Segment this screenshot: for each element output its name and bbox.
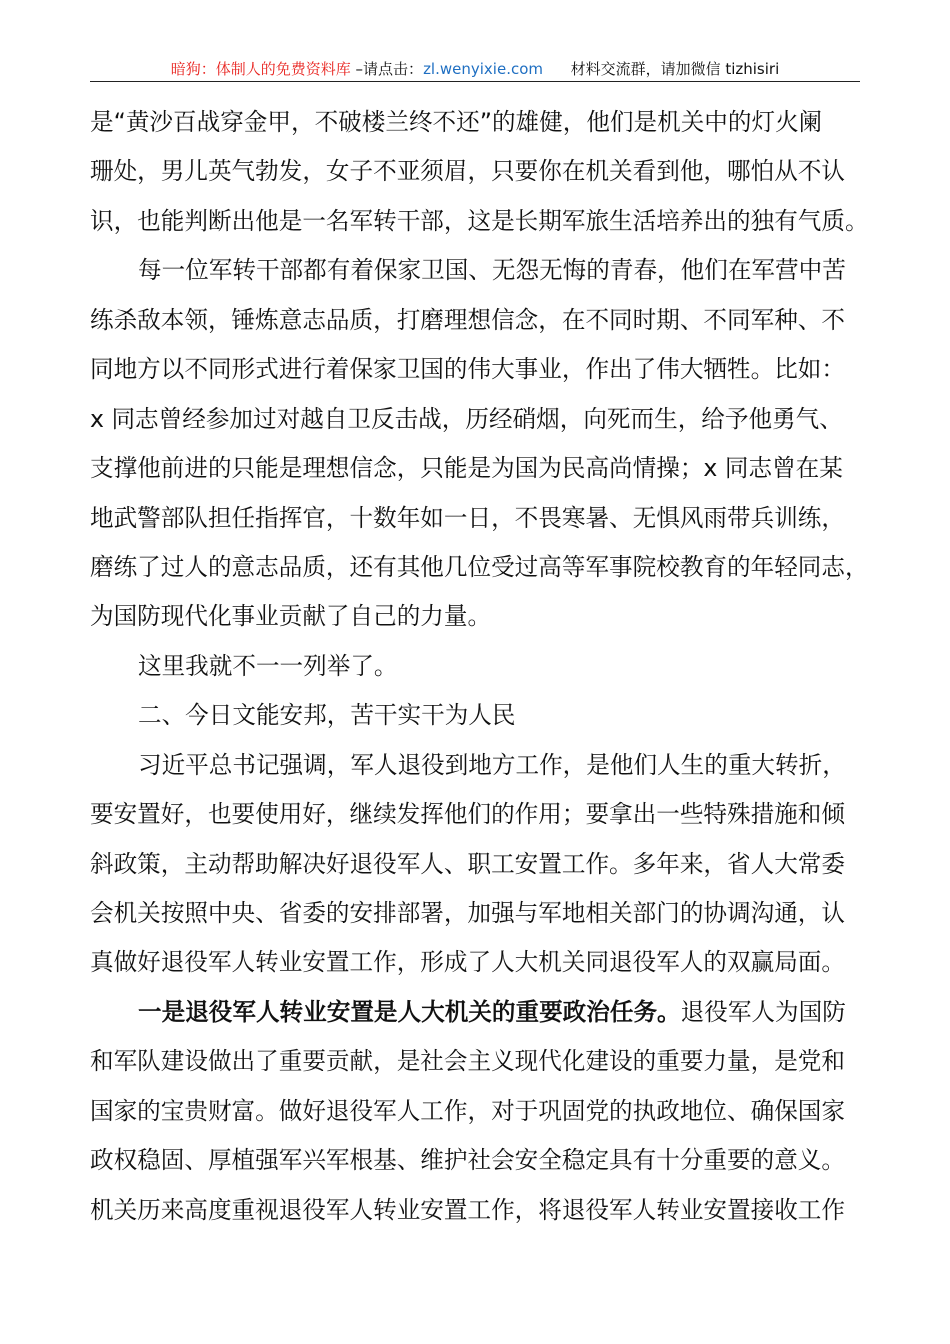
text-line bbox=[90, 197, 880, 246]
line-text: 真做好退役军人转业安置工作，形成了人大机关同退役军人的双赢局面。 bbox=[90, 948, 845, 977]
header-brand: 暗狗：体制人的免费资料库 bbox=[170, 60, 351, 78]
line-text: 磨练了过人的意志品质，还有其他几位受过高等军事院校教育的年轻同志， bbox=[90, 552, 869, 581]
text-line bbox=[90, 1136, 880, 1185]
text-line bbox=[90, 1037, 880, 1086]
line-text: 习近平总书记强调，军人退役到地方工作，是他们人生的重大转折， bbox=[138, 750, 846, 779]
text-line bbox=[90, 1186, 880, 1235]
line-text: 退役军人为国防 bbox=[680, 997, 846, 1026]
line-text: 为国防现代化事业贡献了自己的力量。 bbox=[90, 602, 492, 631]
text-line bbox=[90, 296, 880, 345]
text-line bbox=[90, 543, 880, 592]
line-text: 识，也能判断出他是一名军转干部，这是长期军旅生活培养出的独有气质。 bbox=[90, 206, 869, 235]
text-line bbox=[90, 494, 880, 543]
text-line bbox=[90, 691, 880, 740]
line-text: 每一位军转干部都有着保家卫国、无怨无悔的青春，他们在军营中苦 bbox=[138, 256, 846, 285]
text-line bbox=[90, 790, 880, 839]
line-text: 政权稳固、厚植强军兴军根基、维护社会安全稳定具有十分重要的意义。 bbox=[90, 1146, 845, 1175]
text-line bbox=[90, 395, 880, 444]
text-line bbox=[90, 98, 880, 147]
line-text: 珊处，男儿英气勃发，女子不亚须眉，只要你在机关看到他，哪怕从不认 bbox=[90, 157, 845, 186]
text-line bbox=[90, 988, 880, 1037]
text-line bbox=[90, 592, 880, 641]
text-line bbox=[90, 1087, 880, 1136]
line-text: 机关历来高度重视退役军人转业安置工作，将退役军人转业安置接收工作 bbox=[90, 1195, 845, 1224]
line-text: 二、今日文能安邦，苦干实干为人民 bbox=[138, 701, 516, 730]
header-divider bbox=[90, 81, 860, 82]
line-text: 练杀敌本领，锤炼意志品质，打磨理想信念，在不同时期、不同军种、不 bbox=[90, 305, 845, 334]
line-text: 要安置好，也要使用好，继续发挥他们的作用；要拿出一些特殊措施和倾 bbox=[90, 800, 845, 829]
text-line bbox=[90, 444, 880, 493]
line-text: 国家的宝贵财富。做好退役军人工作，对于巩固党的执政地位、确保国家 bbox=[90, 1096, 845, 1125]
text-line bbox=[90, 642, 880, 691]
line-text: 同地方以不同形式进行着保家卫国的伟大事业，作出了伟大牺牲。比如： bbox=[90, 355, 845, 384]
text-line bbox=[90, 889, 880, 938]
text-line bbox=[90, 246, 880, 295]
text-line bbox=[90, 741, 880, 790]
line-text: 是“黄沙百战穿金甲，不破楼兰终不还”的雄健，他们是机关中的灯火阑 bbox=[90, 108, 823, 136]
line-text: 和军队建设做出了重要贡献，是社会主义现代化建设的重要力量，是党和 bbox=[90, 1047, 845, 1076]
line-text: 会机关按照中央、省委的安排部署，加强与军地相关部门的协调沟通，认 bbox=[90, 899, 845, 927]
header-prompt: –请点击： bbox=[355, 60, 424, 78]
line-text: 支撑他前进的只能是理想信念，只能是为国为民高尚情操；x 同志曾在某 bbox=[90, 454, 843, 483]
line-text: 地武警部队担任指挥官，十数年如一日，不畏寒暑、无惧风雨带兵训练， bbox=[90, 503, 845, 532]
text-line bbox=[90, 147, 880, 196]
header-link[interactable]: zl.wenyixie.com bbox=[423, 60, 543, 78]
line-text: 这里我就不一一列举了。 bbox=[138, 651, 398, 680]
text-line bbox=[90, 345, 880, 394]
text-line bbox=[90, 840, 880, 889]
bold-lead-sentence: 一是退役军人转业安置是人大机关的重要政治任务。 bbox=[138, 997, 681, 1026]
line-text: 斜政策，主动帮助解决好退役军人、职工安置工作。多年来，省人大常委 bbox=[90, 849, 845, 878]
line-text: x 同志曾经参加过对越自卫反击战，历经硝烟，向死而生，给予他勇气、 bbox=[90, 404, 843, 433]
header-note: 材料交流群，请加微信 tizhisiri bbox=[570, 60, 780, 78]
page-header bbox=[90, 58, 860, 79]
text-line bbox=[90, 938, 880, 987]
document-body bbox=[90, 98, 880, 1235]
